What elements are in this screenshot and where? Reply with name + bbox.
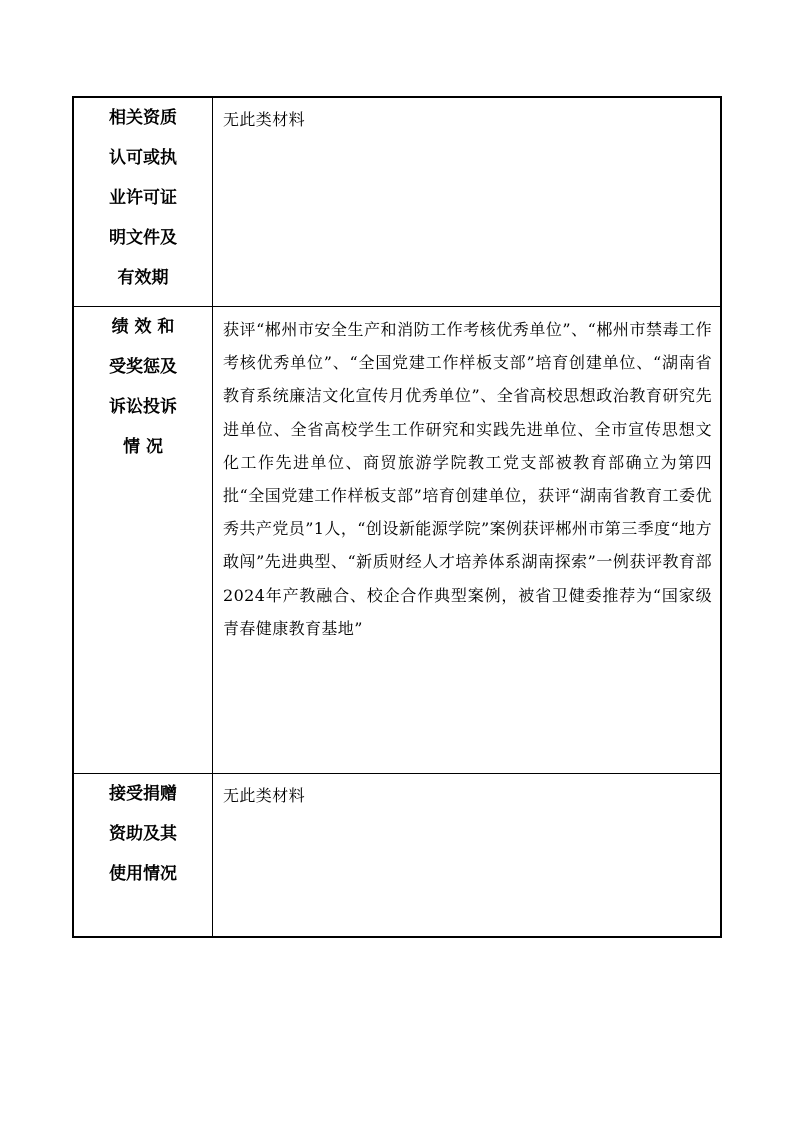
info-table [72, 96, 722, 938]
label-line: 业许可证 [109, 188, 177, 208]
row-label-performance [73, 307, 213, 774]
row-label-qualification [73, 97, 213, 307]
label-line: 有效期 [117, 268, 169, 288]
label-line: 情 况 [123, 437, 163, 457]
label-line: 绩 效 和 [111, 317, 175, 337]
label-line: 使用情况 [109, 864, 177, 884]
label-line: 相关资质 [109, 108, 177, 128]
row-content-qualification: 无此类材料 [213, 97, 722, 307]
row-content-donations: 无此类材料 [213, 774, 722, 938]
label-line: 明文件及 [109, 228, 177, 248]
table-row-qualification [73, 97, 721, 307]
table-row-performance [73, 307, 721, 774]
label-line: 资助及其 [109, 824, 177, 844]
label-line: 接受捐赠 [109, 784, 177, 804]
label-line: 诉讼投诉 [109, 397, 177, 417]
label-line: 认可或执 [109, 148, 177, 168]
table-row-donations [73, 774, 721, 938]
label-line: 受奖惩及 [109, 357, 177, 377]
row-content-performance: 获评“郴州市安全生产和消防工作考核优秀单位”、“郴州市禁毒工作考核优秀单位”、“全国党建工作样板支部”培育创建单位、“湖南省教育系统廉洁文化宣传月优秀单位”、全省高校思想政治教育研究先进单位、全省高校学生工作研究和实践先进单位、全市宣传思想文化工作先进单位、商贸旅游学院教工党支部被教育部确立为第四批“全国党建工作样板支部”培育创建单位，获评“湖南省教育工委优秀共产党员”1人，“创设新能源学院”案例获评郴州市第三季度“地方敢闯”先进典型、“新质财经人才培养体系湖南探索”一例获评教育部2024年产教融合、校企合作典型案例，被省卫健委推荐为“国家级青春健康教育基地” [213, 307, 722, 774]
row-label-donations [73, 774, 213, 938]
